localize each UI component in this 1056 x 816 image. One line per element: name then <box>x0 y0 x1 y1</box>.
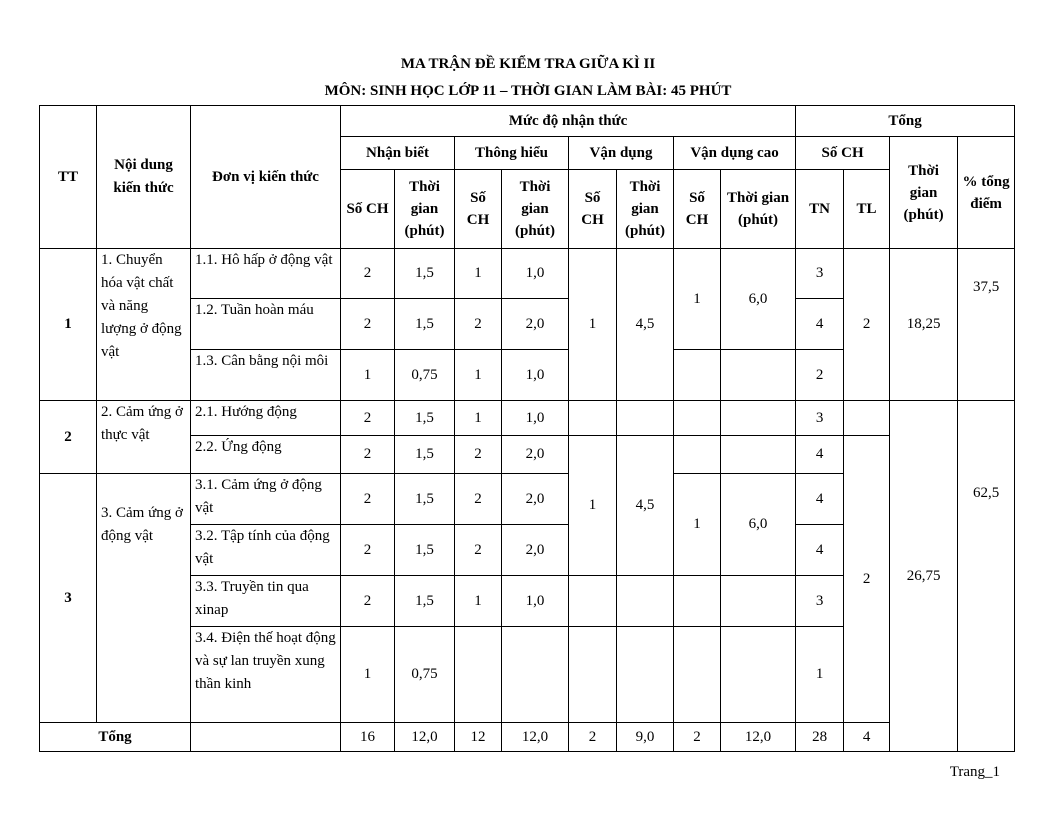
empty-cell <box>721 401 796 436</box>
th-ch: 2 <box>455 436 502 474</box>
th-ch: 1 <box>455 576 502 627</box>
th-ch: 2 <box>455 474 502 525</box>
header-don-vi: Đơn vị kiến thức <box>191 106 341 249</box>
vdc-ch: 1 <box>674 474 721 576</box>
topic-name: 1. Chuyển hóa vật chất và năng lượng ở động vật <box>97 249 191 401</box>
total-tn: 28 <box>796 723 844 752</box>
empty-cell <box>721 350 796 401</box>
header-van-dung: Vận dụng <box>569 137 674 170</box>
nb-tg: 1,5 <box>395 525 455 576</box>
total-th-ch: 12 <box>455 723 502 752</box>
nb-ch: 2 <box>341 249 395 299</box>
header-noi-dung: Nội dung kiến thức <box>97 106 191 249</box>
topic-name: 2. Cảm ứng ở thực vật <box>97 401 191 474</box>
th-tg: 1,0 <box>502 401 569 436</box>
total-vd-tg: 9,0 <box>617 723 674 752</box>
topic-tt: 2 <box>40 401 97 474</box>
empty-cell <box>721 576 796 627</box>
empty-cell <box>674 576 721 627</box>
header-so-ch: Số CH <box>674 170 721 249</box>
empty-cell <box>455 627 502 723</box>
total-nb-tg: 12,0 <box>395 723 455 752</box>
empty-cell <box>674 436 721 474</box>
empty-cell <box>569 401 617 436</box>
th-tg: 1,0 <box>502 249 569 299</box>
th-tg: 2,0 <box>502 436 569 474</box>
unit-name: 1.3. Cân bằng nội môi <box>191 350 341 401</box>
unit-name: 2.2. Ứng động <box>191 436 341 474</box>
header-row <box>40 106 1015 137</box>
tn-count: 4 <box>796 299 844 350</box>
nb-tg: 1,5 <box>395 436 455 474</box>
tn-count: 3 <box>796 401 844 436</box>
tn-count: 1 <box>796 627 844 723</box>
unit-name: 3.4. Điện thế hoạt động và sự lan truyền xung thần kinh <box>191 627 341 723</box>
unit-name: 2.1. Hướng động <box>191 401 341 436</box>
header-thoi-gian <box>721 170 796 249</box>
nb-ch: 2 <box>341 436 395 474</box>
empty-cell <box>674 350 721 401</box>
header-thoi-gian <box>502 170 569 249</box>
th-tg: 2,0 <box>502 525 569 576</box>
nb-ch: 2 <box>341 299 395 350</box>
empty-cell <box>721 627 796 723</box>
nb-ch: 1 <box>341 350 395 401</box>
nb-tg: 1,5 <box>395 299 455 350</box>
nb-tg: 1,5 <box>395 474 455 525</box>
header-thong-hieu: Thông hiểu <box>455 137 569 170</box>
th-ch: 1 <box>455 350 502 401</box>
header-so-ch-group: Số CH <box>796 137 890 170</box>
th-ch: 1 <box>455 401 502 436</box>
vdc-tg: 6,0 <box>721 249 796 350</box>
tl-count: 2 <box>844 249 890 401</box>
tn-count: 4 <box>796 436 844 474</box>
total-vdc-tg: 12,0 <box>721 723 796 752</box>
header-so-ch: Số CH <box>341 170 395 249</box>
topic-name: 3. Cảm ứng ở động vật <box>97 474 191 723</box>
pct-total: 37,5 <box>958 249 1015 401</box>
vd-ch: 1 <box>569 249 617 401</box>
thoi-gian-text: Thời gian (phút) <box>903 162 944 223</box>
header-so-ch: Số CH <box>455 170 502 249</box>
topic-tt: 3 <box>40 474 97 723</box>
thoi-gian-label: Thời gian (phút) <box>514 179 555 239</box>
empty-cell <box>502 627 569 723</box>
total-th-tg: 12,0 <box>502 723 569 752</box>
total-row <box>40 723 1015 752</box>
pct-total: 62,5 <box>958 401 1015 752</box>
total-tl: 4 <box>844 723 890 752</box>
header-thoi-gian-total <box>890 137 958 249</box>
matrix-table <box>39 105 1015 752</box>
vd-tg: 4,5 <box>617 436 674 576</box>
document-title: MA TRẬN ĐỀ KIỂM TRA GIỮA KÌ II <box>400 56 656 72</box>
thoi-gian-label: Thời gian (phút) <box>624 179 665 239</box>
empty-cell <box>617 627 674 723</box>
total-vd-ch: 2 <box>569 723 617 752</box>
tn-count: 3 <box>796 249 844 299</box>
tn-count: 3 <box>796 576 844 627</box>
vdc-tg: 6,0 <box>721 474 796 576</box>
page-number: Trang_1 <box>949 764 1000 780</box>
th-tg: 2,0 <box>502 299 569 350</box>
nb-tg: 0,75 <box>395 350 455 401</box>
tn-count: 2 <box>796 350 844 401</box>
thoi-gian-label: Thời gian (phút) <box>726 190 790 228</box>
empty-cell <box>191 723 341 752</box>
empty-cell <box>674 627 721 723</box>
tn-count: 4 <box>796 525 844 576</box>
unit-name: 1.2. Tuần hoàn máu <box>191 299 341 350</box>
nb-ch: 1 <box>341 627 395 723</box>
empty-cell <box>721 436 796 474</box>
th-ch: 2 <box>455 299 502 350</box>
header-van-dung-cao: Vận dụng cao <box>674 137 796 170</box>
unit-name: 3.2. Tập tính của động vật <box>191 525 341 576</box>
empty-cell <box>844 401 890 436</box>
table-row <box>40 249 1015 299</box>
nb-tg: 1,5 <box>395 249 455 299</box>
th-ch: 2 <box>455 525 502 576</box>
nb-tg: 1,5 <box>395 401 455 436</box>
nb-tg: 1,5 <box>395 576 455 627</box>
unit-name: 3.3. Truyền tin qua xinap <box>191 576 341 627</box>
header-tl: TL <box>844 170 890 249</box>
nb-ch: 2 <box>341 474 395 525</box>
document-subtitle: MÔN: SINH HỌC LỚP 11 – THỜI GIAN LÀM BÀI: 45 PHÚT <box>324 83 732 99</box>
nb-ch: 2 <box>341 576 395 627</box>
th-tg: 2,0 <box>502 474 569 525</box>
total-nb-ch: 16 <box>341 723 395 752</box>
total-vdc-ch: 2 <box>674 723 721 752</box>
nb-tg: 0,75 <box>395 627 455 723</box>
nb-ch: 2 <box>341 525 395 576</box>
header-tn: TN <box>796 170 844 249</box>
total-label: Tổng <box>40 723 191 752</box>
topic-tt: 1 <box>40 249 97 401</box>
vdc-ch: 1 <box>674 249 721 350</box>
vd-ch: 1 <box>569 436 617 576</box>
empty-cell <box>617 401 674 436</box>
nb-ch: 2 <box>341 401 395 436</box>
th-tg: 1,0 <box>502 576 569 627</box>
unit-name: 3.1. Cảm ứng ở động vật <box>191 474 341 525</box>
empty-cell <box>569 576 617 627</box>
tn-count: 4 <box>796 474 844 525</box>
empty-cell <box>617 576 674 627</box>
header-thoi-gian <box>395 170 455 249</box>
header-thoi-gian <box>617 170 674 249</box>
tg-total: 26,75 <box>890 401 958 752</box>
empty-cell <box>674 401 721 436</box>
header-tt: TT <box>40 106 97 249</box>
header-tong: Tổng <box>796 106 1015 137</box>
header-so-ch: Số CH <box>569 170 617 249</box>
tg-total: 18,25 <box>890 249 958 401</box>
th-ch: 1 <box>455 249 502 299</box>
table-row <box>40 401 1015 436</box>
empty-cell <box>569 627 617 723</box>
header-nhan-biet: Nhận biết <box>341 137 455 170</box>
header-muc-do: Mức độ nhận thức <box>341 106 796 137</box>
vd-tg: 4,5 <box>617 249 674 401</box>
th-tg: 1,0 <box>502 350 569 401</box>
thoi-gian-label: Thời gian (phút) <box>404 179 445 239</box>
tl-count: 2 <box>844 436 890 723</box>
header-pct: % tổng điểm <box>958 137 1015 249</box>
unit-name: 1.1. Hô hấp ở động vật <box>191 249 341 299</box>
